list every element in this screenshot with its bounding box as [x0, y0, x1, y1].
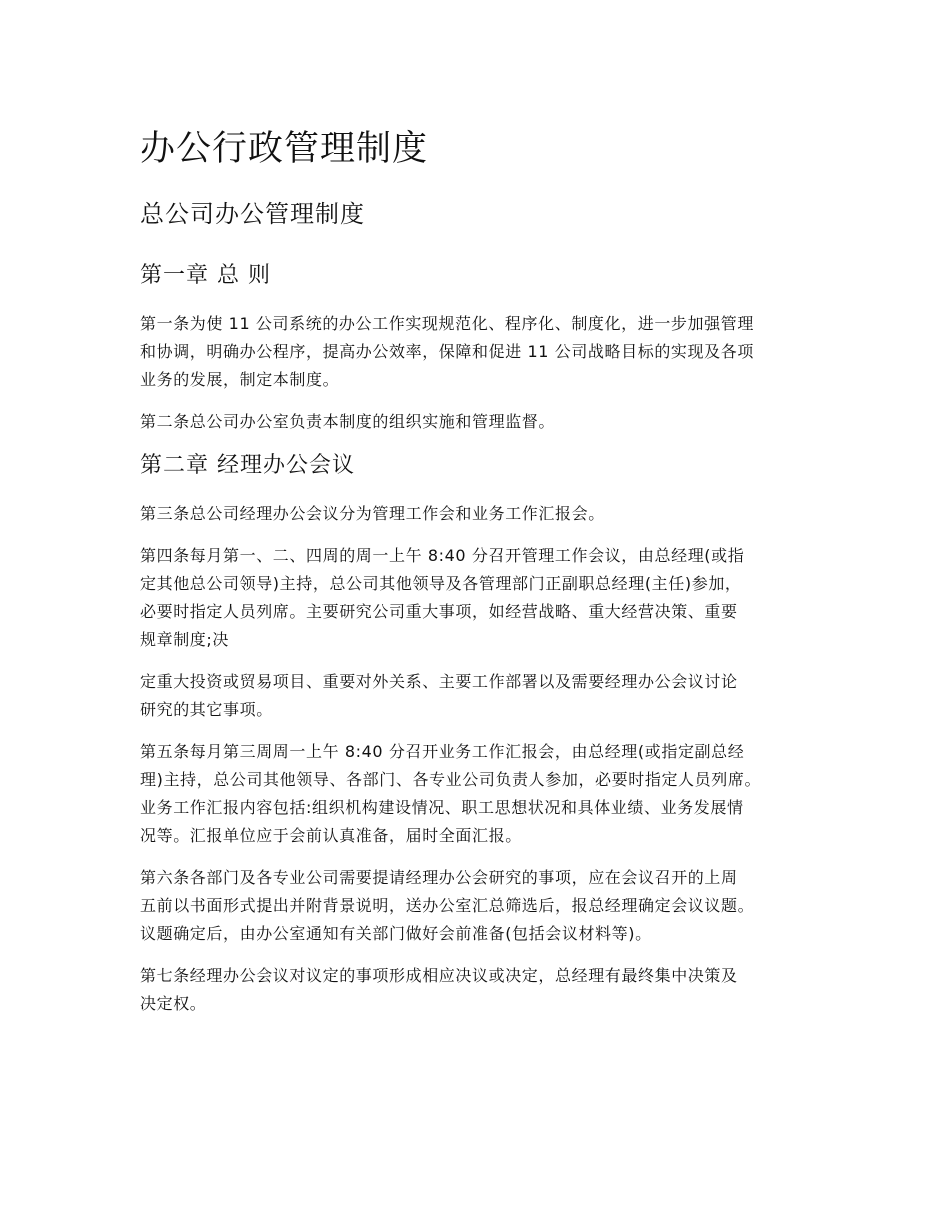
article-3: 第三条总公司经理办公会议分为管理工作会和业务工作汇报会。	[140, 504, 605, 523]
document-title: 办公行政管理制度	[140, 129, 429, 169]
article-4-continued: 定重大投资或贸易项目、重要对外关系、主要工作部署以及需要经理办公会议讨论 研究的其它事项。	[140, 672, 738, 719]
chapter-2	[140, 446, 820, 1018]
article-7: 第七条经理办公会议对议定的事项形成相应决议或决定，总经理有最终集中决策及 决定权。	[140, 966, 738, 1013]
chapter-1	[140, 256, 820, 436]
document-page	[140, 118, 820, 1018]
article-4: 第四条每月第一、二、四周的周一上午 8:40 分召开管理工作会议，由总经理(或指 定其他总公司领导)主持，总公司其他领导及各管理部门正副职总经理(主任)参加， 必要时指定人员列席。主要研究公司重大事项，如经营战略、重大经营决策、重要 规章制度;决	[140, 546, 745, 649]
article-6: 第六条各部门及各专业公司需要提请经理办公会研究的事项，应在会议召开的上周 五前以书面形式提出并附背景说明，送办公室汇总筛选后，报总经理确定会议议题。 议题确定后，由办公室通知有关部门做好会前准备(包括会议材料等)。	[140, 868, 755, 943]
article-1: 第一条为使 11 公司系统的办公工作实现规范化、程序化、制度化，进一步加强管理 和协调，明确办公程序，提高办公效率，保障和促进 11 公司战略目标的实现及各项 业务的发展，制定本制度。	[140, 314, 754, 389]
article-5: 第五条每月第三周周一上午 8:40 分召开业务工作汇报会，由总经理(或指定副总经 理)主持，总公司其他领导、各部门、各专业公司负责人参加，必要时指定人员列席。 业务工作汇报内容包括:组织机构建设情况、职工思想状况和具体业绩、业务发展情 况等。汇报单位应于会前认真准备，届时全面汇报。	[140, 742, 762, 845]
chapter-heading: 第一章 总 则	[140, 263, 271, 288]
article-2: 第二条总公司办公室负责本制度的组织实施和管理监督。	[140, 412, 556, 431]
document-subtitle: 总公司办公管理制度	[140, 200, 365, 228]
chapter-heading: 第二章 经理办公会议	[140, 453, 355, 478]
